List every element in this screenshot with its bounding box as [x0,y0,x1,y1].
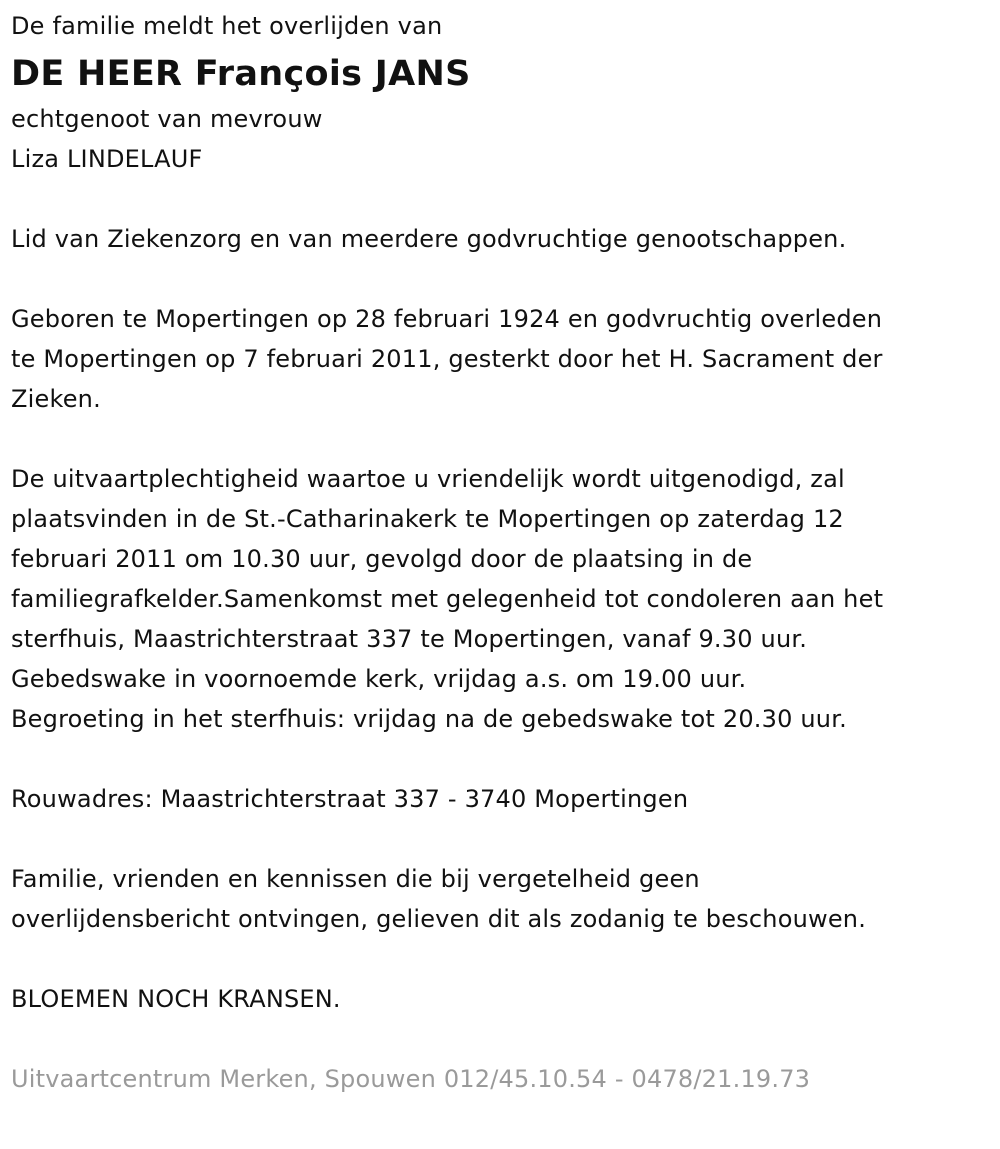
flowers-note: BLOEMEN NOCH KRANSEN. [11,985,341,1013]
mourning-address: Rouwadres: Maastrichterstraat 337 - 3740 Mopertingen [11,785,689,813]
birth-death-line: Zieken. [11,385,101,413]
funeral-home-footer: Uitvaartcentrum Merken, Spouwen 012/45.10.54 - 0478/21.19.73 [11,1065,811,1093]
funeral-line: De uitvaartplechtigheid waartoe u vriendelijk wordt uitgenodigd, zal [11,465,845,493]
funeral-paragraph [11,459,990,739]
funeral-line: Begroeting in het sterfhuis: vrijdag na de gebedswake tot 20.30 uur. [11,705,847,733]
spouse-line-1: echtgenoot van mevrouw [11,105,323,133]
membership-text: Lid van Ziekenzorg en van meerdere godvruchtige genootschappen. [11,225,847,253]
birth-death-line: Geboren te Mopertingen op 28 februari 1924 en godvruchtig overleden [11,305,883,333]
funeral-line: Gebedswake in voornoemde kerk, vrijdag a.s. om 19.00 uur. [11,665,747,693]
paragraph-spacer [11,939,990,979]
no-notice-line: Familie, vrienden en kennissen die bij vergetelheid geen [11,865,700,893]
paragraph-spacer [11,739,990,779]
paragraph-spacer [11,1019,990,1059]
paragraph-spacer [11,179,990,219]
funeral-line: februari 2011 om 10.30 uur, gevolgd door de plaatsing in de [11,545,753,573]
deceased-name: DE HEER François JANS [11,54,471,94]
birth-death-paragraph [11,299,990,419]
funeral-line: plaatsvinden in de St.-Catharinakerk te Mopertingen op zaterdag 12 [11,505,844,533]
birth-death-line: te Mopertingen op 7 februari 2011, gesterkt door het H. Sacrament der [11,345,883,373]
intro-text: De familie meldt het overlijden van [11,12,443,40]
funeral-line: sterfhuis, Maastrichterstraat 337 te Mopertingen, vanaf 9.30 uur. [11,625,808,653]
paragraph-spacer [11,819,990,859]
paragraph-spacer [11,259,990,299]
funeral-line: familiegrafkelder.Samenkomst met gelegenheid tot condoleren aan het [11,585,884,613]
no-notice-line: overlijdensbericht ontvingen, gelieven dit als zodanig te beschouwen. [11,905,867,933]
no-notice-paragraph [11,859,990,939]
paragraph-spacer [11,419,990,459]
spouse-line-2: Liza LINDELAUF [11,145,203,173]
